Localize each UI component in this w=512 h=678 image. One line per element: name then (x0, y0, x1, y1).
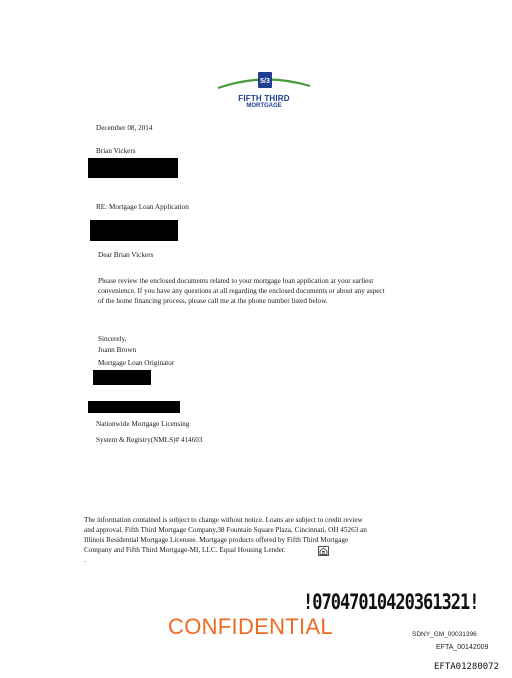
efta-id-large: EFTA01280072 (434, 662, 500, 672)
logo-title: FIFTH THIRD (238, 94, 290, 103)
sdny-id: SDNY_GM_00031396 (412, 631, 477, 638)
barcode-text: !07047010420361321! (303, 590, 479, 615)
signer-name: Joann Brown (98, 346, 137, 354)
licensing-line: Nationwide Mortgage Licensing (96, 420, 190, 428)
disclaimer-line: Company and Fifth Third Mortgage-MI, LLC. Equal Housing Lender. (84, 546, 286, 554)
body-line: of the home financing process, please call me at the phone number listed below. (98, 297, 328, 305)
redaction-box (90, 220, 178, 241)
letter-body (98, 276, 428, 306)
redaction-box (88, 401, 180, 413)
disclaimer (84, 515, 414, 565)
logo-emblem-icon (214, 68, 314, 94)
nmls-line: System & Registry(NMLS)# 414603 (96, 436, 203, 444)
re-line: RE: Mortgage Loan Application (96, 203, 189, 211)
letter-date: December 08, 2014 (96, 124, 153, 132)
disclaimer-line: . (84, 556, 86, 564)
recipient-name: Brian Vickers (96, 147, 136, 155)
body-line: convenience. If you have any questions at all regarding the enclosed documents or about any aspect (98, 287, 385, 295)
signer-title: Mortgage Loan Originator (98, 359, 175, 367)
disclaimer-line: Illinois Residential Mortgage Licensee. Mortgage products offered by Fifth Third Mortgage (84, 536, 349, 544)
salutation: Dear Brian Vickers (98, 251, 154, 259)
redaction-box (88, 158, 178, 178)
body-line: Please review the enclosed documents related to your mortgage loan application at your earliest (98, 277, 374, 285)
disclaimer-line: and approval. Fifth Third Mortgage Company,38 Fountain Square Plaza, Cincinnati, OH 45263 an (84, 526, 367, 534)
closing: Sincerely, (98, 335, 127, 343)
efta-id-small: EFTA_00142009 (436, 644, 489, 651)
equal-housing-icon (318, 546, 329, 556)
redaction-box (93, 370, 151, 385)
svg-text:5/3: 5/3 (260, 78, 270, 85)
disclaimer-line: The information contained is subject to change without notice. Loans are subject to credit review (84, 516, 363, 524)
fifth-third-logo (214, 68, 314, 112)
confidential-stamp: CONFIDENTIAL (168, 614, 333, 639)
logo-subtitle: MORTGAGE (246, 103, 282, 109)
